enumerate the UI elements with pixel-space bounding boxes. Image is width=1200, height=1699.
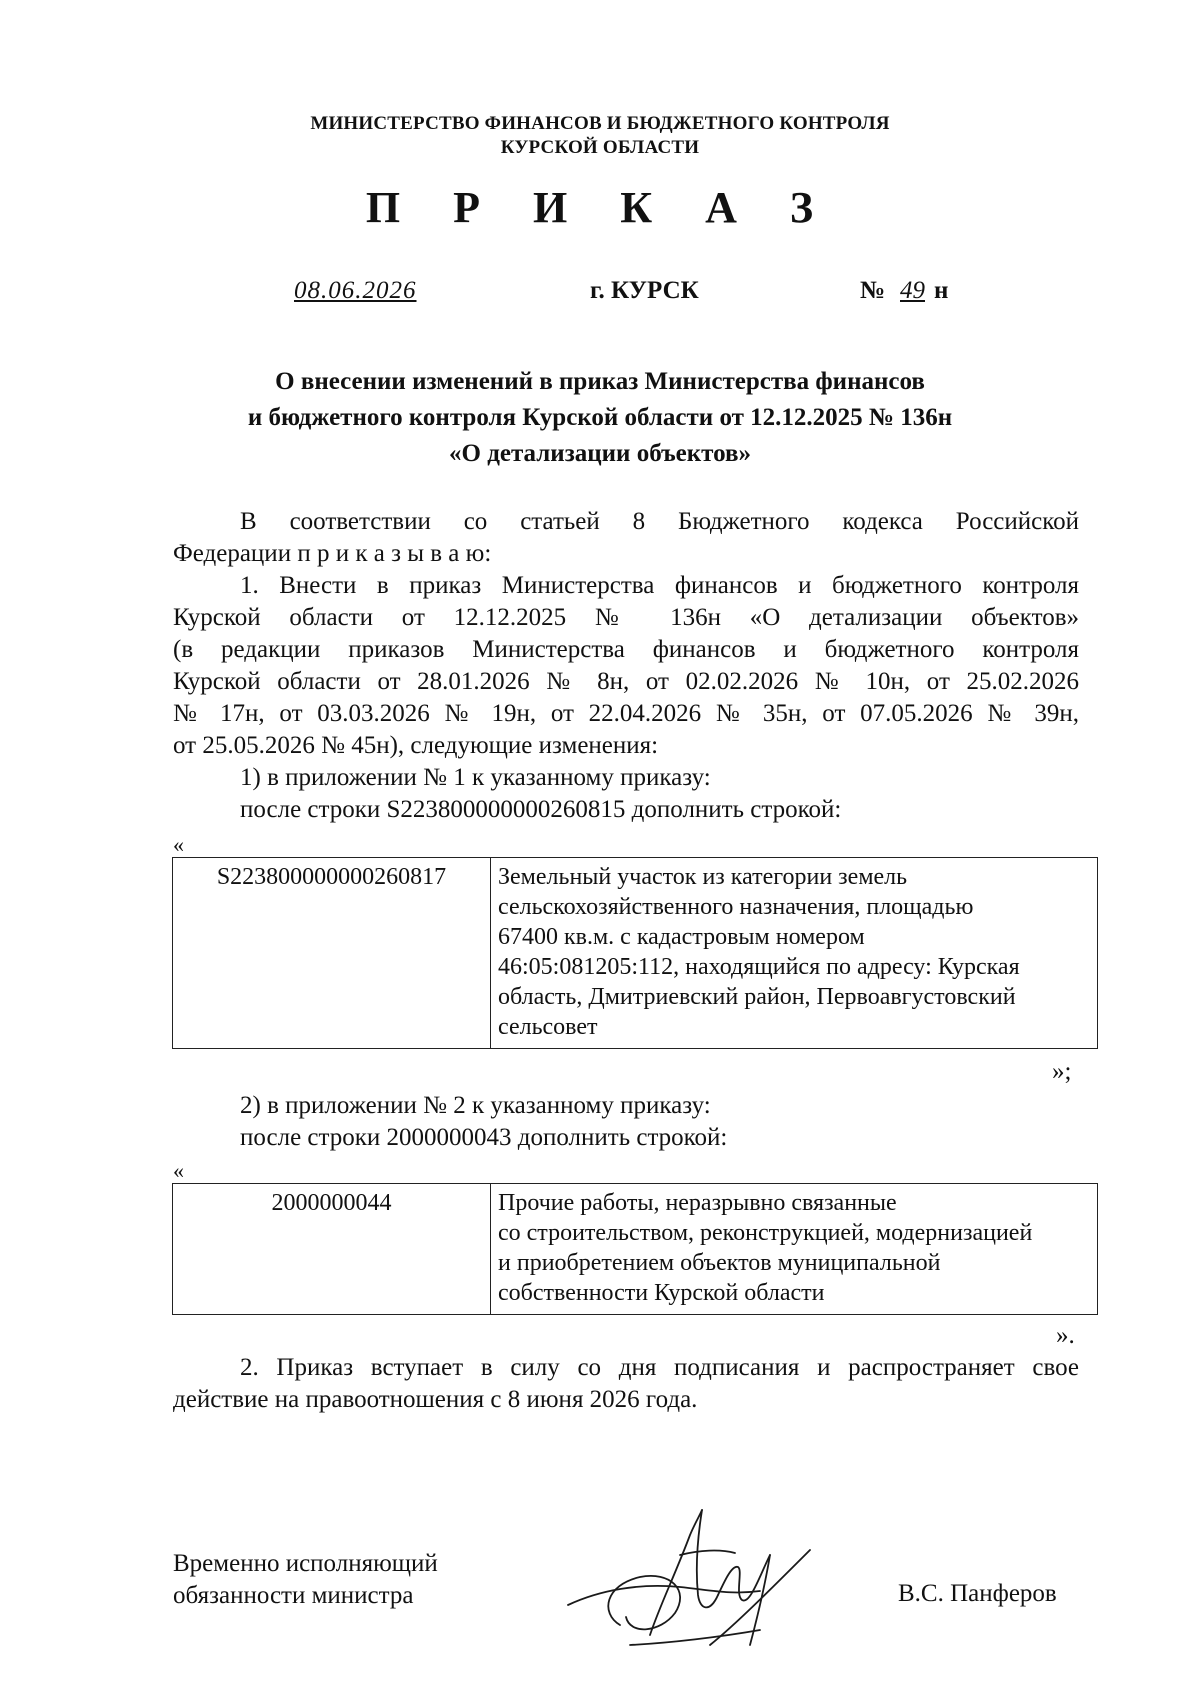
item1-line: после строки S223800000000260815 дополнить строкой: [240, 796, 842, 823]
table-row [173, 858, 1098, 1049]
item2-line: 2) в приложении № 2 к указанному приказу: [240, 1092, 711, 1119]
document-title-line1: О внесении изменений в приказ Министерства финансов [275, 368, 925, 395]
paragraph1-line: Курской области от 12.12.2025 № 136н «О детализации объектов» [173, 604, 1079, 631]
insert-table-2 [172, 1183, 1098, 1315]
signer-name: В.С. Панферов [898, 1580, 1057, 1607]
table-cell-code: S223800000000260817 [173, 858, 491, 1049]
document-number-suffix: н [934, 277, 949, 304]
description-line: Прочие работы, неразрывно связанные [498, 1190, 897, 1216]
table-cell-code: 2000000044 [173, 1184, 491, 1315]
description-line: со строительством, реконструкцией, модернизацией [498, 1220, 1033, 1246]
document-title-line3: «О детализации объектов» [449, 440, 751, 467]
table-cell-description [491, 1184, 1098, 1315]
table-cell-description [491, 858, 1098, 1049]
description-line: область, Дмитриевский район, Первоавгустовский [498, 984, 1016, 1010]
description-line: 67400 кв.м. с кадастровым номером [498, 924, 865, 950]
paragraph1-line: от 25.05.2026 № 45н), следующие изменения: [173, 732, 659, 759]
paragraph1-line: 1. Внести в приказ Министерства финансов и бюджетного контроля [240, 572, 1079, 599]
document-date: 08.06.2026 [294, 277, 417, 304]
signer-role-line2: обязанности министра [173, 1582, 414, 1609]
description-line: сельскохозяйственного назначения, площадью [498, 894, 974, 920]
quote-open-2: « [173, 1158, 184, 1183]
item2-line: после строки 2000000043 дополнить строкой: [240, 1124, 728, 1151]
preamble-line: В соответствии со статьей 8 Бюджетного кодекса Российской [240, 508, 1079, 535]
ministry-name-line2: КУРСКОЙ ОБЛАСТИ [500, 137, 700, 158]
document-type: П Р И К А З [365, 183, 835, 232]
quote-open-1: « [173, 832, 184, 857]
ministry-name-line1: МИНИСТЕРСТВО ФИНАНСОВ И БЮДЖЕТНОГО КОНТРОЛЯ [310, 113, 890, 134]
quote-close-2: ». [1056, 1322, 1075, 1349]
paragraph1-line: Курской области от 28.01.2026 № 8н, от 02.02.2026 № 10н, от 25.02.2026 [173, 668, 1079, 695]
document-number: 49 [900, 277, 925, 304]
description-line: 46:05:081205:112, находящийся по адресу: Курская [498, 954, 1020, 980]
paragraph2-line: 2. Приказ вступает в силу со дня подписания и распространяет свое [240, 1354, 1079, 1381]
handwritten-signature [560, 1495, 820, 1655]
description-line: и приобретением объектов муниципальной [498, 1250, 941, 1276]
paragraph1-line: № 17н, от 03.03.2026 № 19н, от 22.04.2026 № 35н, от 07.05.2026 № 39н, [173, 700, 1079, 727]
preamble-line: Федерации п р и к а з ы в а ю: [173, 540, 492, 567]
paragraph2-line: действие на правоотношения с 8 июня 2026 года. [173, 1386, 698, 1413]
description-line: собственности Курской области [498, 1280, 825, 1306]
signer-role-line1: Временно исполняющий [173, 1550, 438, 1577]
item1-line: 1) в приложении № 1 к указанному приказу: [240, 764, 711, 791]
document-city: г. КУРСК [590, 277, 699, 304]
table-row [173, 1184, 1098, 1315]
description-line: Земельный участок из категории земель [498, 864, 908, 890]
quote-close-1: »; [1052, 1058, 1072, 1085]
description-line: сельсовет [498, 1014, 598, 1040]
insert-table-1 [172, 857, 1098, 1049]
document-title-line2: и бюджетного контроля Курской области от 12.12.2025 № 136н [247, 404, 953, 431]
document-number-label: № [860, 277, 886, 304]
paragraph1-line: (в редакции приказов Министерства финансов и бюджетного контроля [173, 636, 1079, 663]
